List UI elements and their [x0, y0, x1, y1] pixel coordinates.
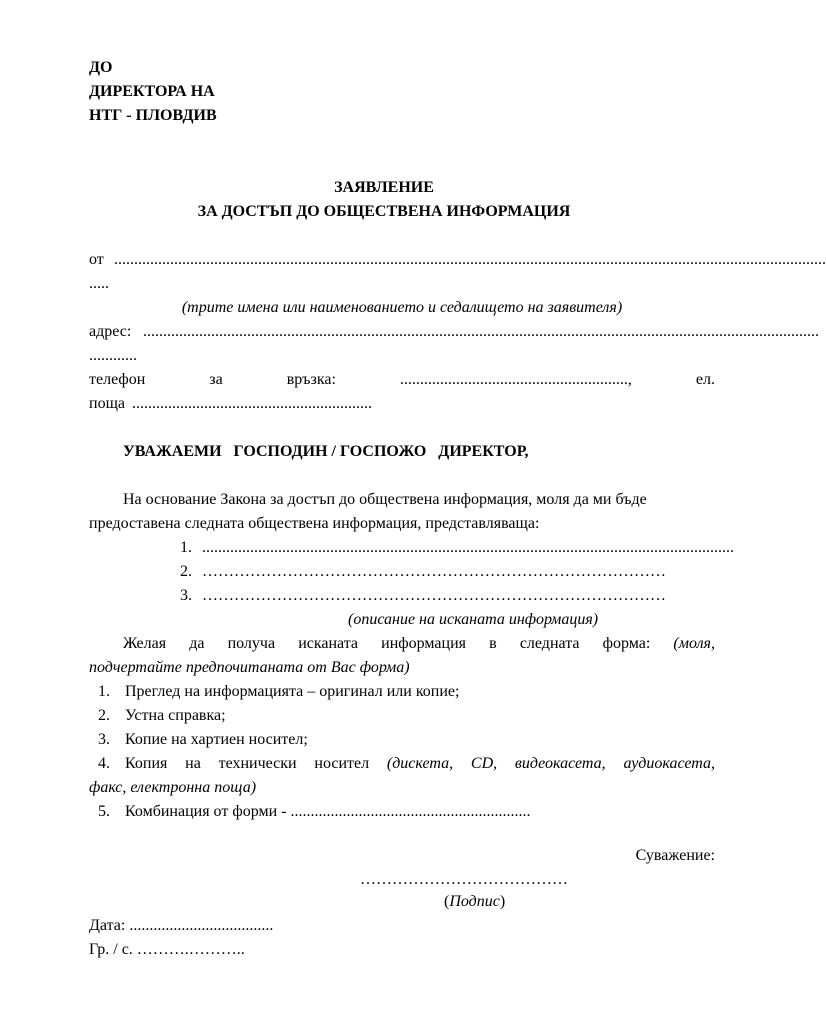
addressee-line-1: ДО	[89, 59, 113, 76]
option-4-line-1	[125, 752, 715, 776]
form-pref-word: Желая	[123, 635, 167, 652]
salutation: УВАЖАЕМИ ГОСПОДИН / ГОСПОЖО ДИРЕКТОР,	[123, 443, 529, 460]
from-fill-line: ..................................................................................................................................................................................	[114, 251, 826, 268]
phone-word-1: телефон	[89, 371, 146, 388]
form-pref-word: форма:	[602, 635, 651, 652]
addressee-line-3: НТГ - ПЛОВДИВ	[89, 107, 217, 124]
addressee-line-2: ДИРЕКТОРА НА	[89, 83, 215, 100]
option-4-word: аудиокасета,	[623, 755, 715, 772]
address-fill-line: .........................................................................................................................................................................	[143, 323, 819, 340]
info-items-hint: (описание на исканата информация)	[348, 611, 599, 628]
info-item-1-fill: .....................................................................................................................................	[202, 539, 734, 556]
form-pref-word: следната	[519, 635, 580, 652]
address-label: адрес:	[89, 323, 132, 340]
document-subtitle: ЗА ДОСТЪП ДО ОБЩЕСТВЕНА ИНФОРМАЦИЯ	[197, 203, 571, 220]
info-item-3-fill: ……………………………………………………………………………	[202, 587, 666, 604]
option-4-word: технически	[218, 755, 297, 772]
option-4-word: Копия	[125, 755, 168, 772]
form-pref-line-2: подчертайте предпочитаната от Вас форма)	[89, 659, 410, 676]
option-5-text: Комбинация от форми - ............................................................	[125, 803, 531, 820]
phone-word-2: за	[209, 371, 223, 388]
form-pref-word: информация	[381, 635, 467, 652]
signature-open-paren: (	[444, 893, 450, 910]
phone-row	[89, 368, 715, 392]
request-intro-line-1: На основание Закона за достъп до обществена информация, моля да ми бъде	[123, 491, 647, 508]
option-4-word: (дискета,	[386, 755, 454, 772]
signature-fill-line: …………………………………	[360, 871, 568, 888]
option-4-word: на	[185, 755, 201, 772]
option-5-number: 5.	[98, 803, 110, 820]
phone-word-3: връзка:	[286, 371, 336, 388]
email-word-1: ел.	[695, 371, 715, 388]
option-1-text: Преглед на информацията – оригинал или копие;	[125, 683, 460, 700]
option-4-word: CD,	[470, 755, 498, 772]
form-pref-word: (моля,	[673, 635, 715, 652]
form-pref-word: в	[489, 635, 497, 652]
request-intro-line-2: предоставена следната обществена информация, представляваща:	[89, 515, 540, 532]
info-item-1-number: 1.	[180, 539, 192, 556]
date-field: Дата: ....................................	[89, 917, 274, 934]
option-3-number: 3.	[98, 731, 110, 748]
address-fill-line-wrap: ............	[89, 347, 137, 364]
form-pref-line-1	[123, 632, 715, 656]
form-pref-word: исканата	[298, 635, 359, 652]
option-4-number: 4.	[98, 755, 110, 772]
info-item-3-number: 3.	[180, 587, 192, 604]
email-word-2: поща	[89, 395, 125, 412]
name-hint: (трите имена или наименованието и седалището на заявителя)	[181, 299, 623, 316]
option-4-word: носител	[314, 755, 370, 772]
signature-close-paren: )	[499, 893, 506, 910]
email-fill-line: ............................................................	[132, 395, 372, 412]
signature-label: Подпис	[449, 893, 500, 910]
form-pref-word: получа	[227, 635, 276, 652]
info-item-2-number: 2.	[180, 563, 192, 580]
option-1-number: 1.	[98, 683, 110, 700]
info-item-2-fill: ……………………………………………………………………………	[202, 563, 666, 580]
option-2-text: Устна справка;	[125, 707, 226, 724]
city-field: Гр. / с. ……….………..	[89, 941, 245, 958]
option-4-line-2: факс, електронна поща)	[89, 779, 257, 796]
option-3-text: Копие на хартиен носител;	[125, 731, 308, 748]
document-title: ЗАЯВЛЕНИЕ	[334, 179, 434, 196]
option-4-word: видеокасета,	[514, 755, 606, 772]
form-pref-word: да	[189, 635, 205, 652]
option-2-number: 2.	[98, 707, 110, 724]
regards: Суважение:	[635, 847, 715, 864]
phone-fill-line: .........................................................,	[399, 371, 632, 388]
from-label: от	[89, 251, 104, 268]
from-fill-line-wrap: .....	[89, 275, 109, 292]
signature-caption	[444, 890, 505, 914]
